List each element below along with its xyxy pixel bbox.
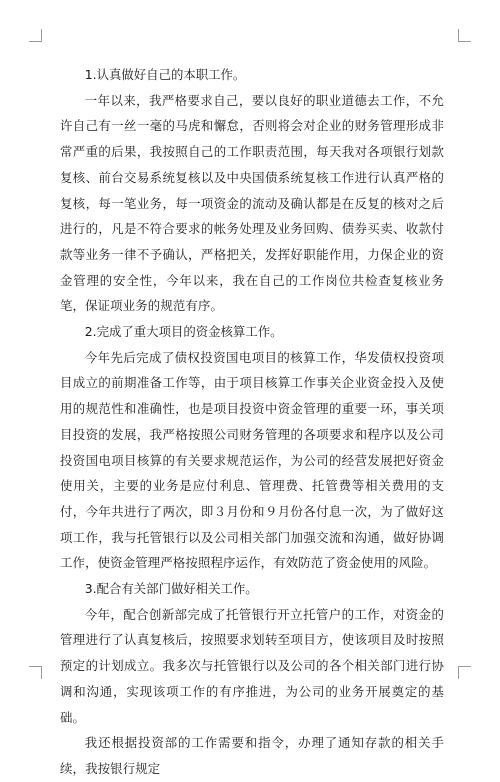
section-paragraph: 今年先后完成了债权投资国电项目的核算工作，华发债权投资项目成立的前期准备工作等，由于项目核算工作事关企业资金投入及使用的规范性和准确性，也是项目投资中资金管理的重要一环，事关项目投资的发展，我严格按照公司财务管理的各项要求和程序以及公司投资国电项目核算的有关要求规范运作，为公司的经营发展把好资金使用关，主要的业务是应付利息、管理费、托管费等相关费用的支付，今年共进行了两次，即３月份和９月份各付息一次，为了做好这项工作，我与托管银行以及公司相关部门加强交流和沟通，做好协调工作，使资金管理严格按照程序运作，有效防范了资金使用的风险。 bbox=[60, 349, 444, 571]
section-paragraph: 我还根据投资部的工作需要和指令，办理了通知存款的相关手续，我按银行规定 bbox=[60, 735, 444, 776]
section-heading: 2.完成了重大项目的资金核算工作。 bbox=[84, 324, 283, 340]
section-heading: 1.认真做好自己的本职工作。 bbox=[84, 67, 246, 82]
crop-mark-top-left bbox=[29, 29, 42, 42]
crop-mark-bottom-left bbox=[29, 666, 42, 679]
section-heading: 3.配合有关部门做好相关工作。 bbox=[84, 581, 258, 597]
crop-mark-bottom-right bbox=[458, 666, 471, 679]
crop-mark-top-right bbox=[458, 29, 471, 42]
section-paragraph: 今年，配合创新部完成了托管银行开立托管户的工作，对资金的管理进行了认真复核后，按照要求划转至项目方，使该项目及时按照预定的计划成立。我多次与托管银行以及公司的各个相关部门进行协调和沟通，实现该项工作的有序推进，为公司的业务开展奠定的基础。 bbox=[60, 606, 444, 725]
section-paragraph: 一年以来，我严格要求自己，要以良好的职业道德去工作，不允许自己有一丝一毫的马虎和懈怠，否则将会对企业的财务管理形成非常严重的后果，我按照自己的工作职责范围，每天我对各项银行划款复核、前台交易系统复核以及中央国债系统复核工作进行认真严格的复核，每一笔业务，每一项资金的流动及确认都是在反复的核对之后进行的，凡是不符合要求的帐务处理及业务回购、债券买卖、收款付款等业务一律不予确认，严格把关，发挥好职能作用，力保企业的资金管理的安全性，今年以来，我在自己的工作岗位共检查复核业务笔，保证项业务的规范有序。 bbox=[60, 92, 444, 314]
document-body bbox=[60, 62, 444, 782]
